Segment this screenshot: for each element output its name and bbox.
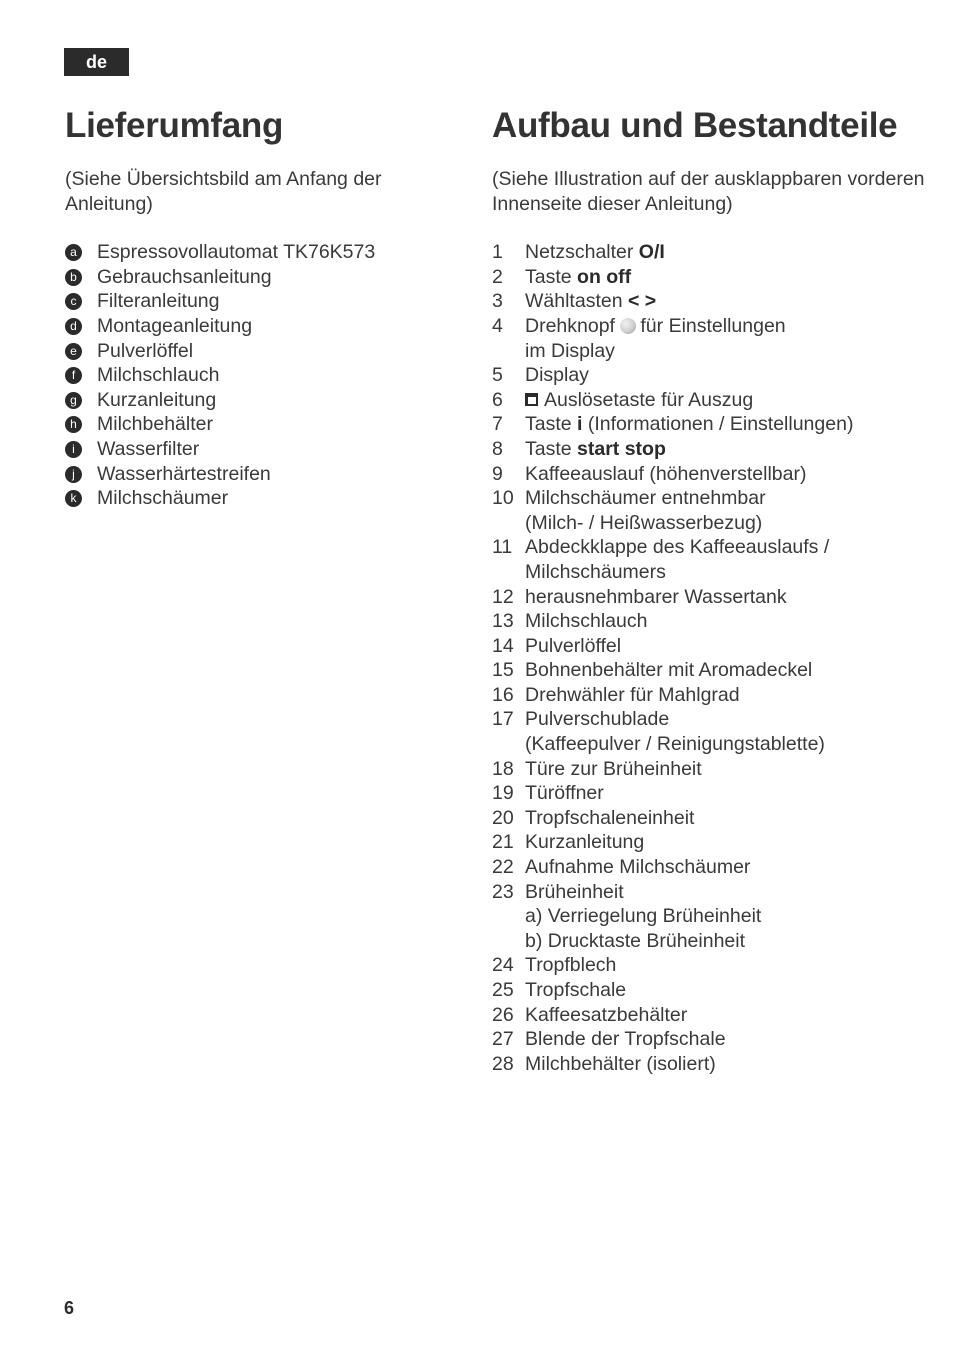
list-item [492,289,932,314]
list-item-text: Tropfschaleneinheit [525,806,695,829]
list-item-text: Wähltasten < > [525,290,657,313]
item-number: 27 [492,1028,514,1051]
list-item [492,1003,932,1028]
list-item-text: Taste i (Informationen / Einstellungen) [525,413,854,436]
list-item [65,412,465,437]
list-item [492,880,932,905]
list-item-text: (Kaffeepulver / Reinigungstablette) [525,733,825,756]
list-item-text: Milchbehälter [97,413,213,436]
list-item-text: Blende der Tropfschale [525,1028,726,1051]
letter-bullet-icon: g [65,392,82,409]
delivery-list [65,240,465,511]
list-item [492,585,932,610]
list-item-text: Pulverlöffel [525,634,622,657]
list-item-text: Wasserfilter [97,437,200,460]
item-number: 8 [492,437,503,460]
list-item-text: Tropfschale [525,979,627,1001]
list-item [492,437,932,462]
list-item-continuation [492,511,932,536]
list-item-text: Drehknopf für Einstellungen [525,314,786,337]
letter-bullet-icon: c [65,293,82,310]
section-intro: (Siehe Illustration auf der ausklappbaren vorderen Innenseite dieser Anleitung) [492,168,925,215]
button-label-bold: < > [627,290,657,313]
list-item [65,437,465,462]
list-item [492,412,932,437]
components-list [492,240,932,1076]
item-number: 18 [492,757,514,780]
list-item-text: (Milch- / Heißwasserbezug) [525,511,763,534]
list-item [492,609,932,634]
knob-icon [620,318,636,334]
button-label-bold: on off [577,265,632,288]
item-number: 25 [492,979,514,1001]
list-subitem [492,929,932,954]
list-item [492,1052,932,1077]
list-item-text: Milchbehälter (isoliert) [525,1052,716,1075]
letter-bullet-icon: k [65,490,82,507]
list-item [65,265,465,290]
list-item-text: Milchschäumer entnehmbar [525,487,766,510]
list-item-text: Auslösetaste für Auszug [525,388,753,413]
list-item [492,978,932,1003]
list-item [492,953,932,978]
item-number: 26 [492,1003,514,1026]
letter-bullet-icon: e [65,343,82,360]
list-subitem [492,904,932,929]
list-item-text: Pulverlöffel [97,339,194,362]
section-intro: (Siehe Übersichtsbild am Anfang der Anleitung) [65,168,382,215]
list-item [492,462,932,487]
list-item [65,339,465,364]
list-item-text: Milchschlauch [525,610,648,633]
item-number: 24 [492,954,514,977]
list-item-continuation [492,732,932,757]
list-item-text: Türe zur Brüheinheit [525,757,702,780]
item-number: 21 [492,831,514,854]
list-item-text: Milchschäumers [525,560,666,583]
item-number: 15 [492,659,514,682]
item-number: 12 [492,585,514,608]
item-number: 20 [492,806,514,829]
item-number: 22 [492,856,514,879]
components-section [492,104,932,1076]
list-item-text: Gebrauchsanleitung [97,265,272,288]
language-badge: de [64,48,129,76]
list-item [492,757,932,782]
list-item [492,1027,932,1052]
list-item [65,486,465,511]
item-number: 3 [492,290,503,313]
list-item [65,388,465,413]
list-item-text: Netzschalter O/I [525,241,665,264]
page-number: 6 [64,1298,75,1318]
list-item [492,363,932,388]
list-item-text: Pulverschublade [525,708,670,731]
list-item-text: Kaffeesatzbehälter [525,1003,688,1026]
item-number: 9 [492,462,503,485]
list-item [492,658,932,683]
list-item-text: Kurzanleitung [525,831,645,854]
list-item-continuation [492,560,932,585]
list-item [65,363,465,388]
item-number: 28 [492,1052,514,1075]
list-item [65,462,465,487]
list-item-continuation [492,339,932,364]
letter-bullet-icon: f [65,367,82,384]
list-item-text: im Display [525,339,615,362]
list-item-text: a) Verriegelung Brüheinheit [525,905,762,928]
item-number: 14 [492,634,514,657]
list-item-text: b) Drucktaste Brüheinheit [525,929,746,952]
item-number: 17 [492,708,514,731]
list-item-text: Taste start stop [525,437,666,460]
item-number: 19 [492,782,514,805]
list-item [492,388,932,413]
letter-bullet-icon: a [65,244,82,261]
item-number: 5 [492,364,503,387]
list-item [492,634,932,659]
list-item [492,830,932,855]
list-item [65,314,465,339]
list-item-text: Tropfblech [525,954,617,977]
delivery-scope-section [65,104,465,511]
list-item-text: Filteranleitung [97,290,220,313]
button-label-bold: start stop [577,437,666,460]
list-item [492,486,932,511]
list-item [492,806,932,831]
section-title-lieferumfang: Lieferumfang [65,106,284,145]
item-number: 13 [492,610,514,633]
list-item [492,855,932,880]
list-item [65,289,465,314]
letter-bullet-icon: d [65,318,82,335]
list-item-text: Kaffeeauslauf (höhenverstellbar) [525,462,807,485]
list-item-text: Wasserhärtestreifen [97,462,271,485]
list-item-text: Brüheinheit [525,880,624,903]
list-item [492,240,932,265]
item-number: 2 [492,265,503,288]
list-item-text: Bohnenbehälter mit Aromadeckel [525,659,813,682]
item-number: 11 [492,536,513,559]
list-item-text: Display [525,364,589,387]
list-item-text: Türöffner [525,782,604,805]
list-item [492,314,932,339]
letter-bullet-icon: h [65,416,82,433]
list-item [492,535,932,560]
list-item-text: Kurzanleitung [97,388,217,411]
tray-icon [525,393,538,406]
list-item-text: Milchschlauch [97,364,220,387]
item-number: 10 [492,487,514,510]
item-number: 16 [492,683,514,706]
letter-bullet-icon: i [65,441,82,458]
item-number: 4 [492,314,503,337]
button-label-bold: O/I [638,241,665,264]
list-item [492,683,932,708]
list-item-text: Milchschäumer [97,487,229,510]
list-item [65,240,465,265]
list-item-text: Montageanleitung [97,314,253,337]
item-number: 6 [492,388,503,411]
list-item-text: Taste on off [525,265,632,288]
list-item-text: herausnehmbarer Wassertank [525,585,787,608]
button-label-bold: i [577,413,583,436]
list-item-text: Abdeckklappe des Kaffeeauslaufs / [525,536,830,559]
item-number: 23 [492,880,514,903]
list-item [492,707,932,732]
section-title-aufbau: Aufbau und Bestandteile [492,106,898,145]
list-item-text: Espressovollautomat TK76K573 [97,241,376,264]
item-number: 1 [492,241,503,264]
letter-bullet-icon: j [65,466,82,483]
item-number: 7 [492,413,503,436]
list-item [492,265,932,290]
list-item-text: Drehwähler für Mahlgrad [525,683,740,706]
letter-bullet-icon: b [65,269,82,286]
list-item-text: Aufnahme Milchschäumer [525,856,751,879]
list-item [492,781,932,806]
